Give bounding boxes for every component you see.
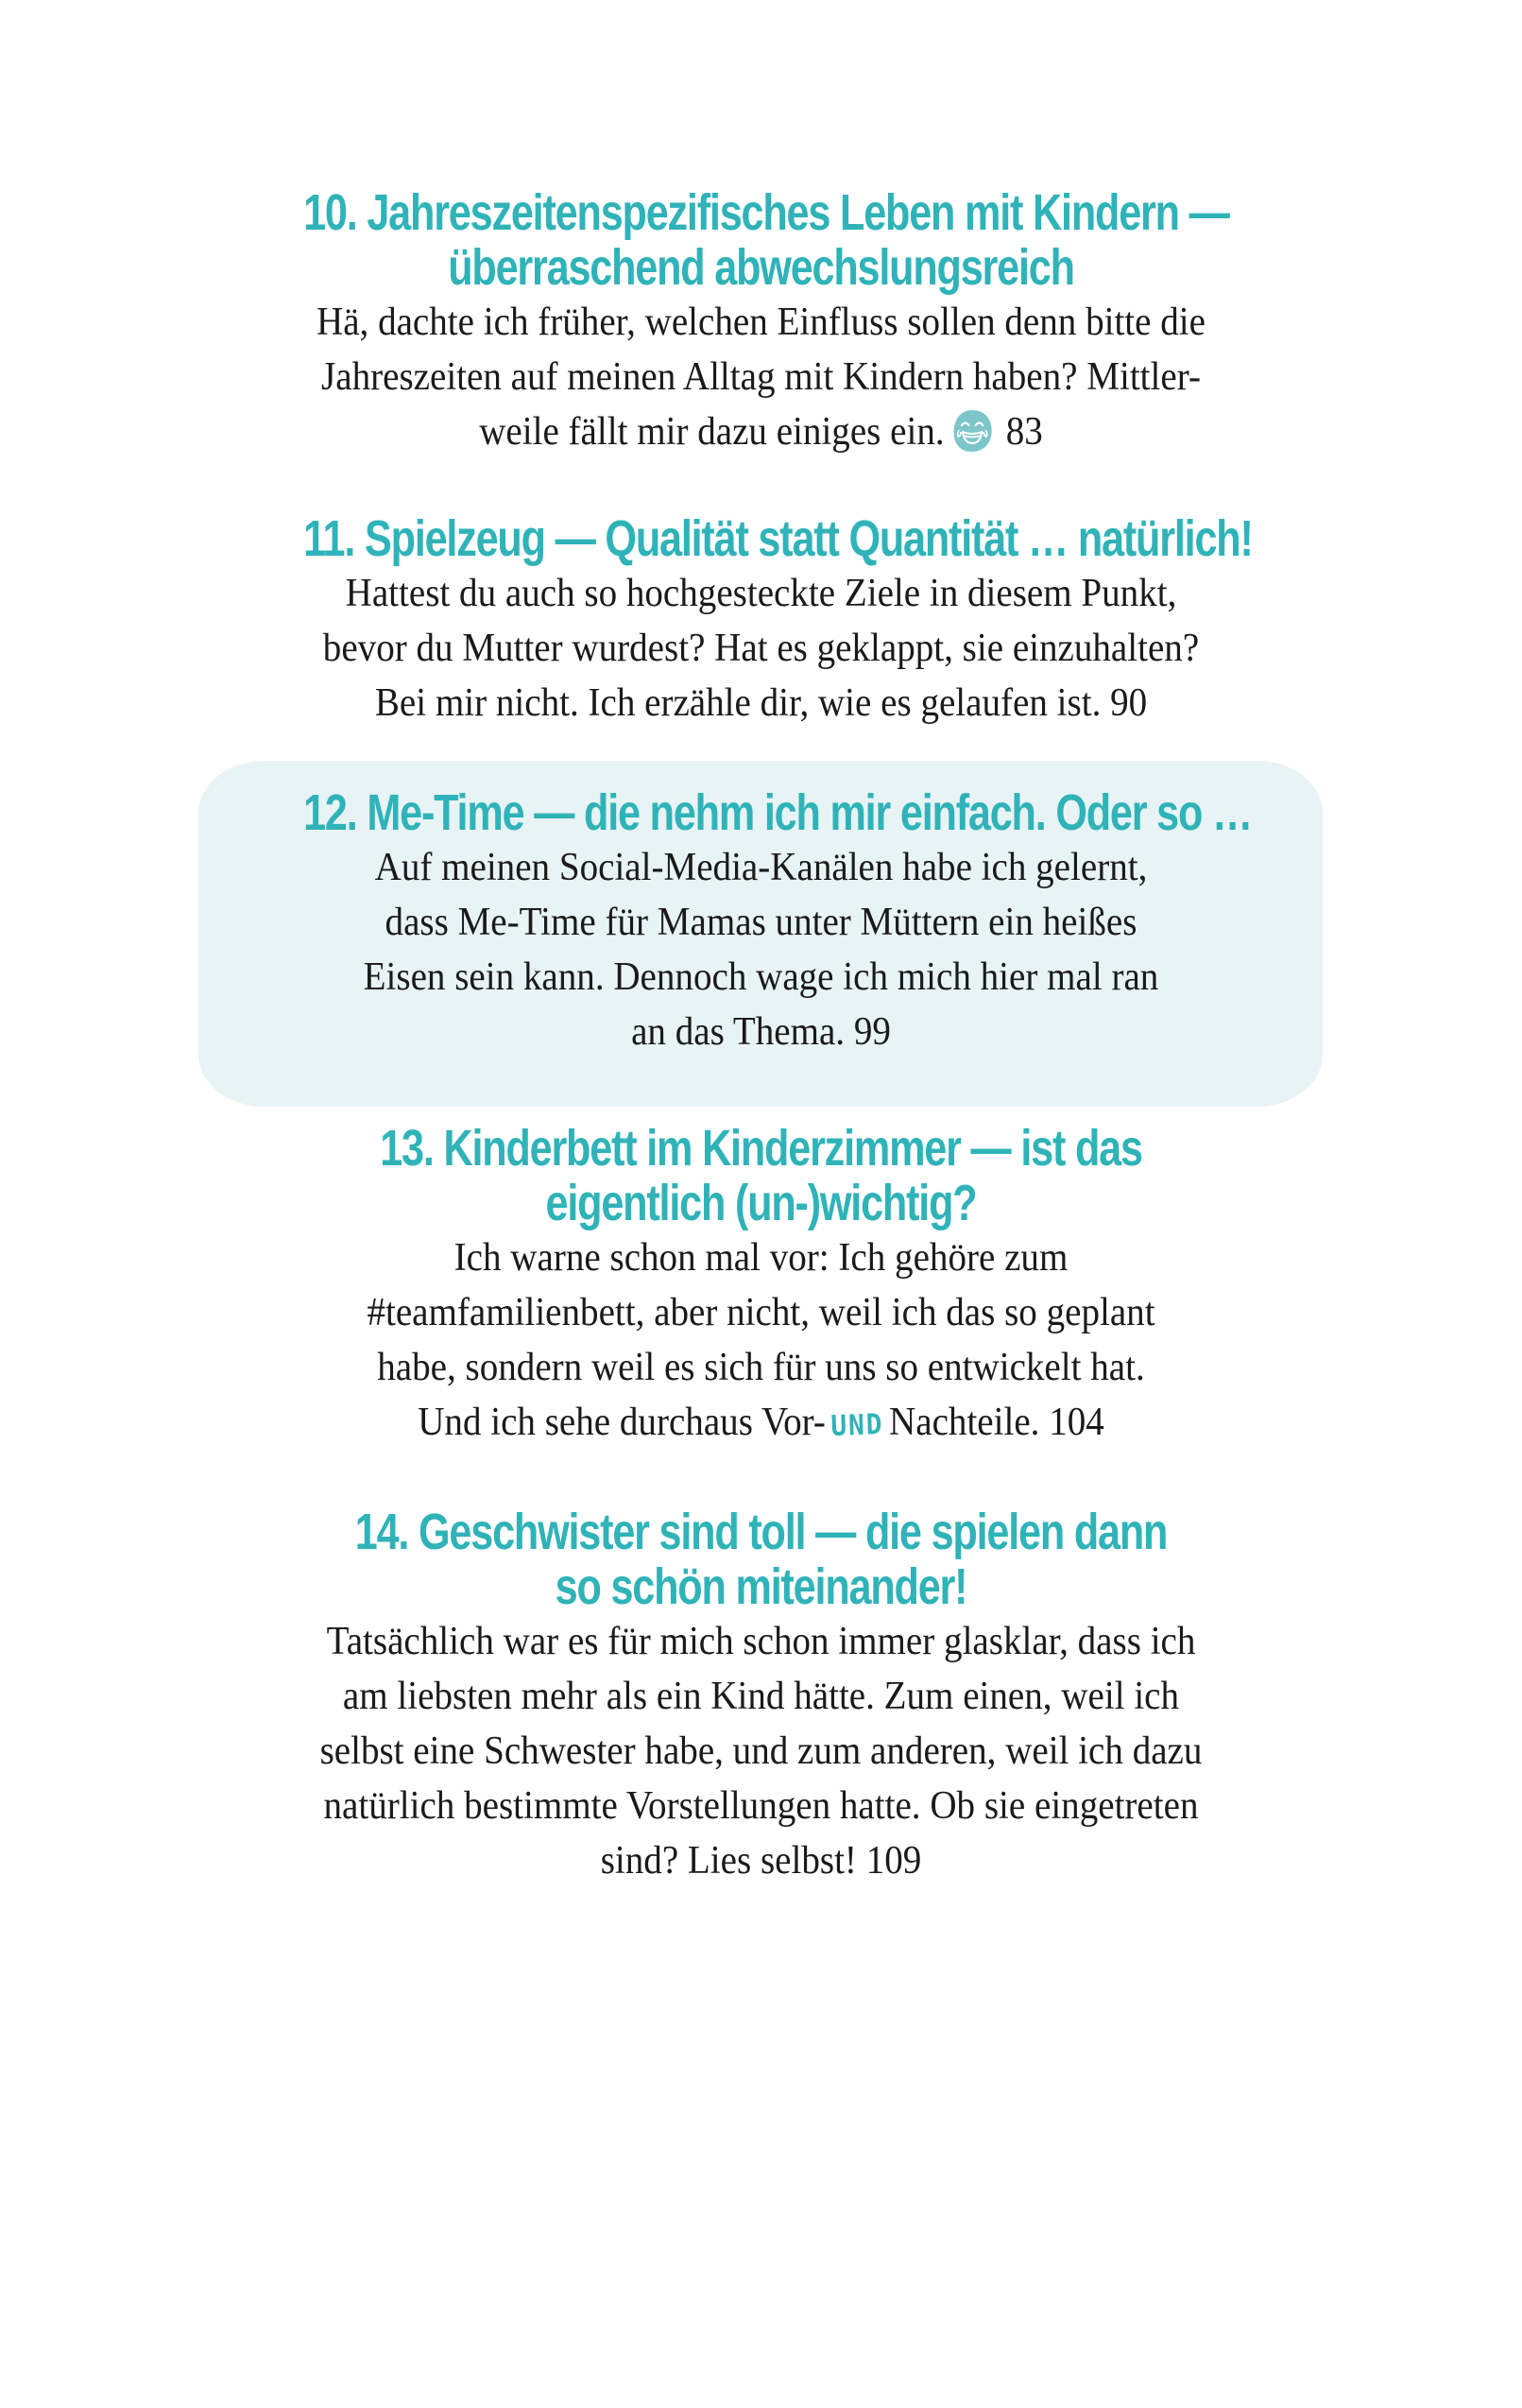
chapter-teaser <box>189 1614 1333 1888</box>
chapter-teaser <box>189 566 1333 731</box>
chapter-title-line: 12. Me-Time — die nehm ich mir einfach. Oder so … <box>303 784 1252 841</box>
teaser-line-last <box>229 676 1292 731</box>
teaser-line: habe, sondern weil es sich für uns so entwickelt hat. <box>377 1346 1145 1389</box>
chapter-title <box>189 1505 1333 1614</box>
teaser-line: dass Me-Time für Mamas unter Müttern ein heißes <box>385 901 1137 944</box>
chapter-title <box>189 511 1333 566</box>
toc-entry-10[interactable] <box>189 185 1333 459</box>
teaser-line: natürlich bestimmte Vorstellungen hatte. Ob sie eingetreten <box>323 1784 1199 1828</box>
teaser-line: bevor du Mutter wurdest? Hat es geklappt, sie einzuhalten? <box>322 627 1200 670</box>
teaser-line-last <box>229 1395 1292 1453</box>
chapter-title <box>189 1121 1333 1230</box>
teaser-text: Bei mir nicht. Ich erzähle dir, wie es gelaufen ist. <box>374 681 1102 725</box>
chapter-title <box>189 185 1333 295</box>
chapter-title-line: 10. Jahreszeitenspezifisches Leben mit Kindern — <box>303 184 1229 241</box>
teaser-line: Ich warne schon mal vor: Ich gehöre zum <box>453 1236 1069 1280</box>
teaser-line-last <box>229 404 1292 459</box>
laughing-tears-emoji-icon <box>951 408 994 454</box>
page-number: 99 <box>853 1010 891 1054</box>
teaser-text: sind? Lies selbst! <box>600 1839 857 1883</box>
chapter-title-line: so schön miteinander! <box>555 1558 967 1615</box>
teaser-text: an das Thema. <box>631 1010 846 1054</box>
page-number: 109 <box>865 1839 922 1883</box>
teaser-line: Hattest du auch so hochgesteckte Ziele in diesem Punkt, <box>345 572 1177 615</box>
teaser-line-last <box>229 1833 1292 1888</box>
teaser-text: weile fällt mir dazu einiges ein. <box>479 410 945 454</box>
chapter-title-line: 13. Kinderbett im Kinderzimmer — ist das <box>380 1120 1142 1177</box>
teaser-line: #teamfamilienbett, aber nicht, weil ich das so geplant <box>367 1291 1155 1334</box>
teaser-text: Und ich sehe durchaus Vor- <box>418 1401 826 1444</box>
chapter-title-line: überraschend abwechslungsreich <box>448 239 1074 296</box>
page-number: 104 <box>1049 1401 1104 1444</box>
toc-entry-14[interactable] <box>189 1505 1333 1888</box>
page-number: 90 <box>1110 681 1148 725</box>
teaser-line: am liebsten mehr als ein Kind hätte. Zum einen, weil ich <box>342 1675 1180 1718</box>
und-handwritten-accent: UND <box>829 1407 884 1444</box>
teaser-line: selbst eine Schwester habe, und zum anderen, weil ich dazu <box>319 1729 1203 1773</box>
teaser-line: Eisen sein kann. Dennoch wage ich mich hier mal ran <box>363 955 1159 999</box>
teaser-text: Nachteile. <box>889 1401 1040 1444</box>
toc-entry-11[interactable] <box>189 511 1333 731</box>
teaser-line: Tatsächlich war es für mich schon immer glasklar, dass ich <box>326 1620 1196 1663</box>
teaser-line: Hä, dachte ich früher, welchen Einfluss sollen denn bitte die <box>316 301 1206 344</box>
chapter-title <box>189 785 1333 840</box>
page-number: 83 <box>1005 410 1043 454</box>
teaser-line: Auf meinen Social-Media-Kanälen habe ich gelernt, <box>374 846 1148 889</box>
teaser-line: Jahreszeiten auf meinen Alltag mit Kindern haben? Mittler- <box>321 355 1201 399</box>
toc-entry-13[interactable] <box>189 1121 1333 1453</box>
toc-entry-12[interactable] <box>189 785 1333 1059</box>
teaser-line-last <box>229 1005 1292 1059</box>
chapter-title-line: eigentlich (un-)wichtig? <box>545 1175 977 1231</box>
chapter-title-line: 11. Spielzeug — Qualität statt Quantität … natürlich! <box>303 510 1253 567</box>
chapter-teaser <box>189 295 1333 459</box>
chapter-title-line: 14. Geschwister sind toll — die spielen dann <box>354 1504 1168 1560</box>
chapter-teaser <box>189 1230 1333 1453</box>
chapter-teaser <box>189 840 1333 1059</box>
